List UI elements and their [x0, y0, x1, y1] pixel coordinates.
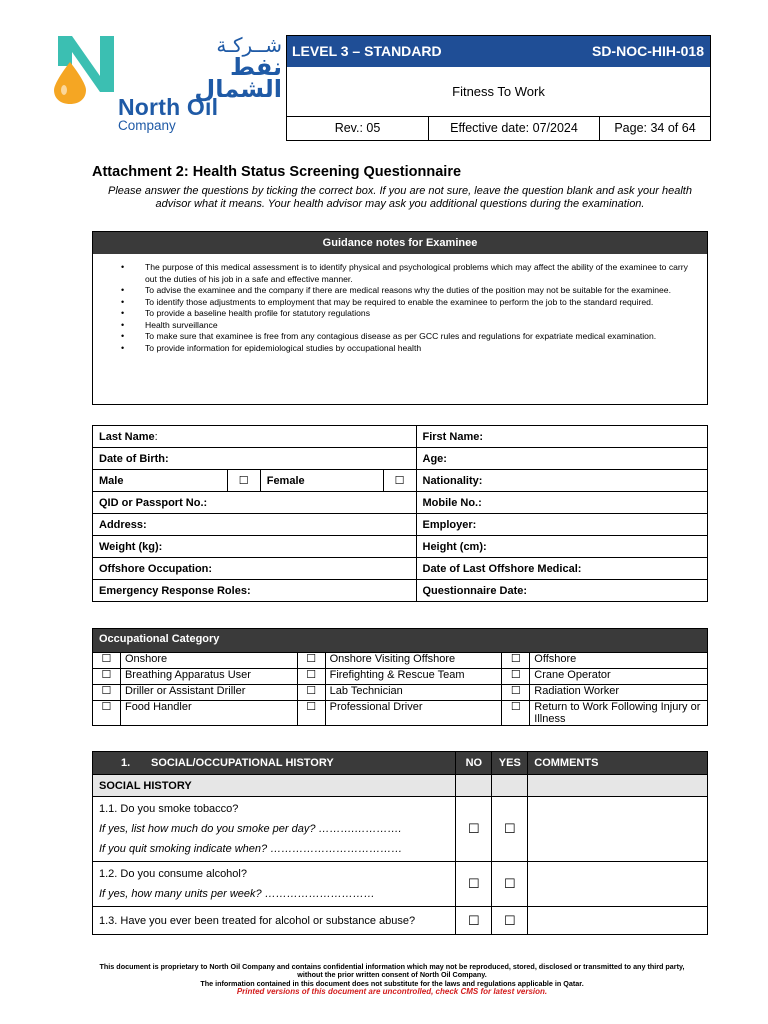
doc-effective-date: Effective date: 07/2024	[429, 117, 600, 140]
guidance-list	[93, 254, 707, 354]
logo-arabic-line1: شــركـة	[216, 33, 282, 57]
last-name-field[interactable]	[93, 426, 417, 448]
doc-title: Fitness To Work	[287, 67, 710, 117]
offshore-checkbox[interactable]: ☐	[502, 653, 530, 669]
q1-1-yes-checkbox[interactable]: ☐	[492, 797, 528, 862]
logo-name-line2: Company	[118, 118, 176, 133]
questionnaire-date-field[interactable]: Questionnaire Date:	[416, 580, 708, 602]
qid-field[interactable]: QID or Passport No.:	[93, 492, 417, 514]
section-number: 1.	[121, 757, 131, 769]
q1-1-no-checkbox[interactable]: ☐	[456, 797, 492, 862]
category-label: Onshore	[120, 653, 297, 669]
guidance-item: • Health surveillance	[119, 320, 699, 332]
doc-code: SD-NOC-HIH-018	[591, 43, 704, 59]
logo-arabic-line2: نفط الشمال	[194, 53, 282, 103]
male-checkbox[interactable]: ☐	[227, 470, 260, 492]
category-label: Radiation Worker	[530, 685, 708, 701]
q1-3-comments[interactable]	[528, 907, 708, 935]
yes-column-header: YES	[492, 752, 528, 775]
question-1-3	[93, 907, 456, 935]
document-header-box	[286, 35, 711, 141]
attachment-title: Attachment 2: Health Status Screening Questionnaire	[92, 164, 462, 180]
lab-technician-checkbox[interactable]: ☐	[297, 685, 325, 701]
q1-2-yes-checkbox[interactable]: ☐	[492, 862, 528, 907]
emergency-roles-field[interactable]: Emergency Response Roles:	[93, 580, 417, 602]
occupational-category-title: Occupational Category	[93, 629, 708, 653]
address-field[interactable]: Address:	[93, 514, 417, 536]
question-followup: If yes, how many units per week? …………………………	[99, 888, 375, 900]
north-oil-n-drop-icon	[50, 32, 120, 104]
section-heading	[93, 752, 456, 775]
driller-checkbox[interactable]: ☐	[93, 685, 121, 701]
crane-operator-checkbox[interactable]: ☐	[502, 669, 530, 685]
social-history-table	[92, 751, 708, 935]
mobile-field[interactable]: Mobile No.:	[416, 492, 708, 514]
doc-revision: Rev.: 05	[287, 117, 429, 140]
q1-2-comments[interactable]	[528, 862, 708, 907]
document-footer	[90, 963, 694, 997]
category-label: Return to Work Following Injury or Illness	[530, 701, 708, 726]
question-text: 1.3. Have you ever been treated for alcohol or substance abuse?	[99, 914, 416, 927]
section-title: SOCIAL/OCCUPATIONAL HISTORY	[151, 757, 334, 769]
category-label: Offshore	[530, 653, 708, 669]
question-1-2	[93, 862, 456, 907]
guidance-item: • To advise the examinee and the company if there are medical reasons why the duties of the position may not be suitable for the examinee.	[119, 285, 699, 297]
q1-3-no-checkbox[interactable]: ☐	[456, 907, 492, 935]
radiation-worker-checkbox[interactable]: ☐	[502, 685, 530, 701]
social-history-subheading: SOCIAL HISTORY	[93, 775, 456, 797]
offshore-occupation-field[interactable]: Offshore Occupation:	[93, 558, 417, 580]
guidance-title: Guidance notes for Examinee	[93, 232, 707, 254]
question-1-1	[93, 797, 456, 862]
header-title-bar	[287, 36, 710, 67]
attachment-intro: Please answer the questions by ticking the correct box. If you are not sure, leave the question blank and ask your health advisor what it means. Your health advisor may ask you additional questions during the examination.	[108, 185, 692, 210]
category-label: Onshore Visiting Offshore	[325, 653, 502, 669]
guidance-item: • To make sure that examinee is free from any contagious disease as per GCC rules and regulations for expatriate medical examination.	[119, 331, 699, 343]
category-label: Food Handler	[120, 701, 297, 726]
firefighting-checkbox[interactable]: ☐	[297, 669, 325, 685]
question-followup: If you quit smoking indicate when? ………………………………	[99, 843, 403, 855]
personal-details-table	[92, 425, 708, 602]
q1-1-comments[interactable]	[528, 797, 708, 862]
question-text: 1.2. Do you consume alcohol?	[99, 868, 247, 880]
category-label: Breathing Apparatus User	[120, 669, 297, 685]
guidance-item: • To provide information for epidemiological studies by occupational health	[119, 343, 699, 355]
return-to-work-checkbox[interactable]: ☐	[502, 701, 530, 726]
company-logo	[50, 30, 282, 140]
first-name-field[interactable]: First Name:	[416, 426, 708, 448]
guidance-item: • To provide a baseline health profile for statutory regulations	[119, 308, 699, 320]
footer-law-notice: The information contained in this document does not substitute for the laws and regulations applicable in Qatar.	[200, 978, 584, 988]
food-handler-checkbox[interactable]: ☐	[93, 701, 121, 726]
last-name-label: Last Name	[99, 430, 155, 443]
category-label: Professional Driver	[325, 701, 502, 726]
q1-2-no-checkbox[interactable]: ☐	[456, 862, 492, 907]
professional-driver-checkbox[interactable]: ☐	[297, 701, 325, 726]
onshore-visiting-checkbox[interactable]: ☐	[297, 653, 325, 669]
occupational-category-table	[92, 628, 708, 726]
footer-uncontrolled-warning: Printed versions of this document are uncontrolled, check CMS for latest version.	[236, 987, 548, 997]
category-label: Crane Operator	[530, 669, 708, 685]
height-field[interactable]: Height (cm):	[416, 536, 708, 558]
category-label: Firefighting & Rescue Team	[325, 669, 502, 685]
q1-3-yes-checkbox[interactable]: ☐	[492, 907, 528, 935]
onshore-checkbox[interactable]: ☐	[93, 653, 121, 669]
guidance-item: • The purpose of this medical assessment is to identify physical and psychological problems which may affect the ability of the examinee to carry out the duties of his job in a safe and effective manner.	[119, 262, 699, 285]
last-name-colon: :	[154, 430, 158, 443]
category-label: Driller or Assistant Driller	[120, 685, 297, 701]
category-label: Lab Technician	[325, 685, 502, 701]
nationality-field[interactable]: Nationality:	[416, 470, 708, 492]
doc-level: LEVEL 3 – STANDARD	[292, 43, 442, 59]
doc-page-number: Page: 34 of 64	[614, 121, 696, 135]
footer-proprietary-notice: This document is proprietary to North Oil Company and contains confidential information which may not be reproduced, stored, disclosed or transmitted to any third party, without the prior written consent of North Oil Company.	[99, 962, 685, 980]
doc-meta-row	[287, 117, 710, 140]
female-label: Female	[260, 470, 383, 492]
no-column-header: NO	[456, 752, 492, 775]
question-followup: If yes, list how much do you smoke per day? ……….………….	[99, 823, 402, 835]
guidance-item: • To identify those adjustments to employment that may be required to enable the examinee to perform the job to the standard required.	[119, 297, 699, 309]
comments-column-header: COMMENTS	[528, 752, 708, 775]
weight-field[interactable]: Weight (kg):	[93, 536, 417, 558]
male-label: Male	[93, 470, 228, 492]
last-offshore-medical-field[interactable]: Date of Last Offshore Medical:	[416, 558, 708, 580]
age-field[interactable]: Age:	[416, 448, 708, 470]
dob-field[interactable]: Date of Birth:	[93, 448, 417, 470]
question-text: 1.1. Do you smoke tobacco?	[99, 803, 239, 815]
breathing-apparatus-checkbox[interactable]: ☐	[93, 669, 121, 685]
logo-name-line1: North Oil	[118, 94, 219, 120]
guidance-notes-box	[92, 231, 708, 405]
female-checkbox[interactable]: ☐	[383, 470, 416, 492]
employer-field[interactable]: Employer:	[416, 514, 708, 536]
